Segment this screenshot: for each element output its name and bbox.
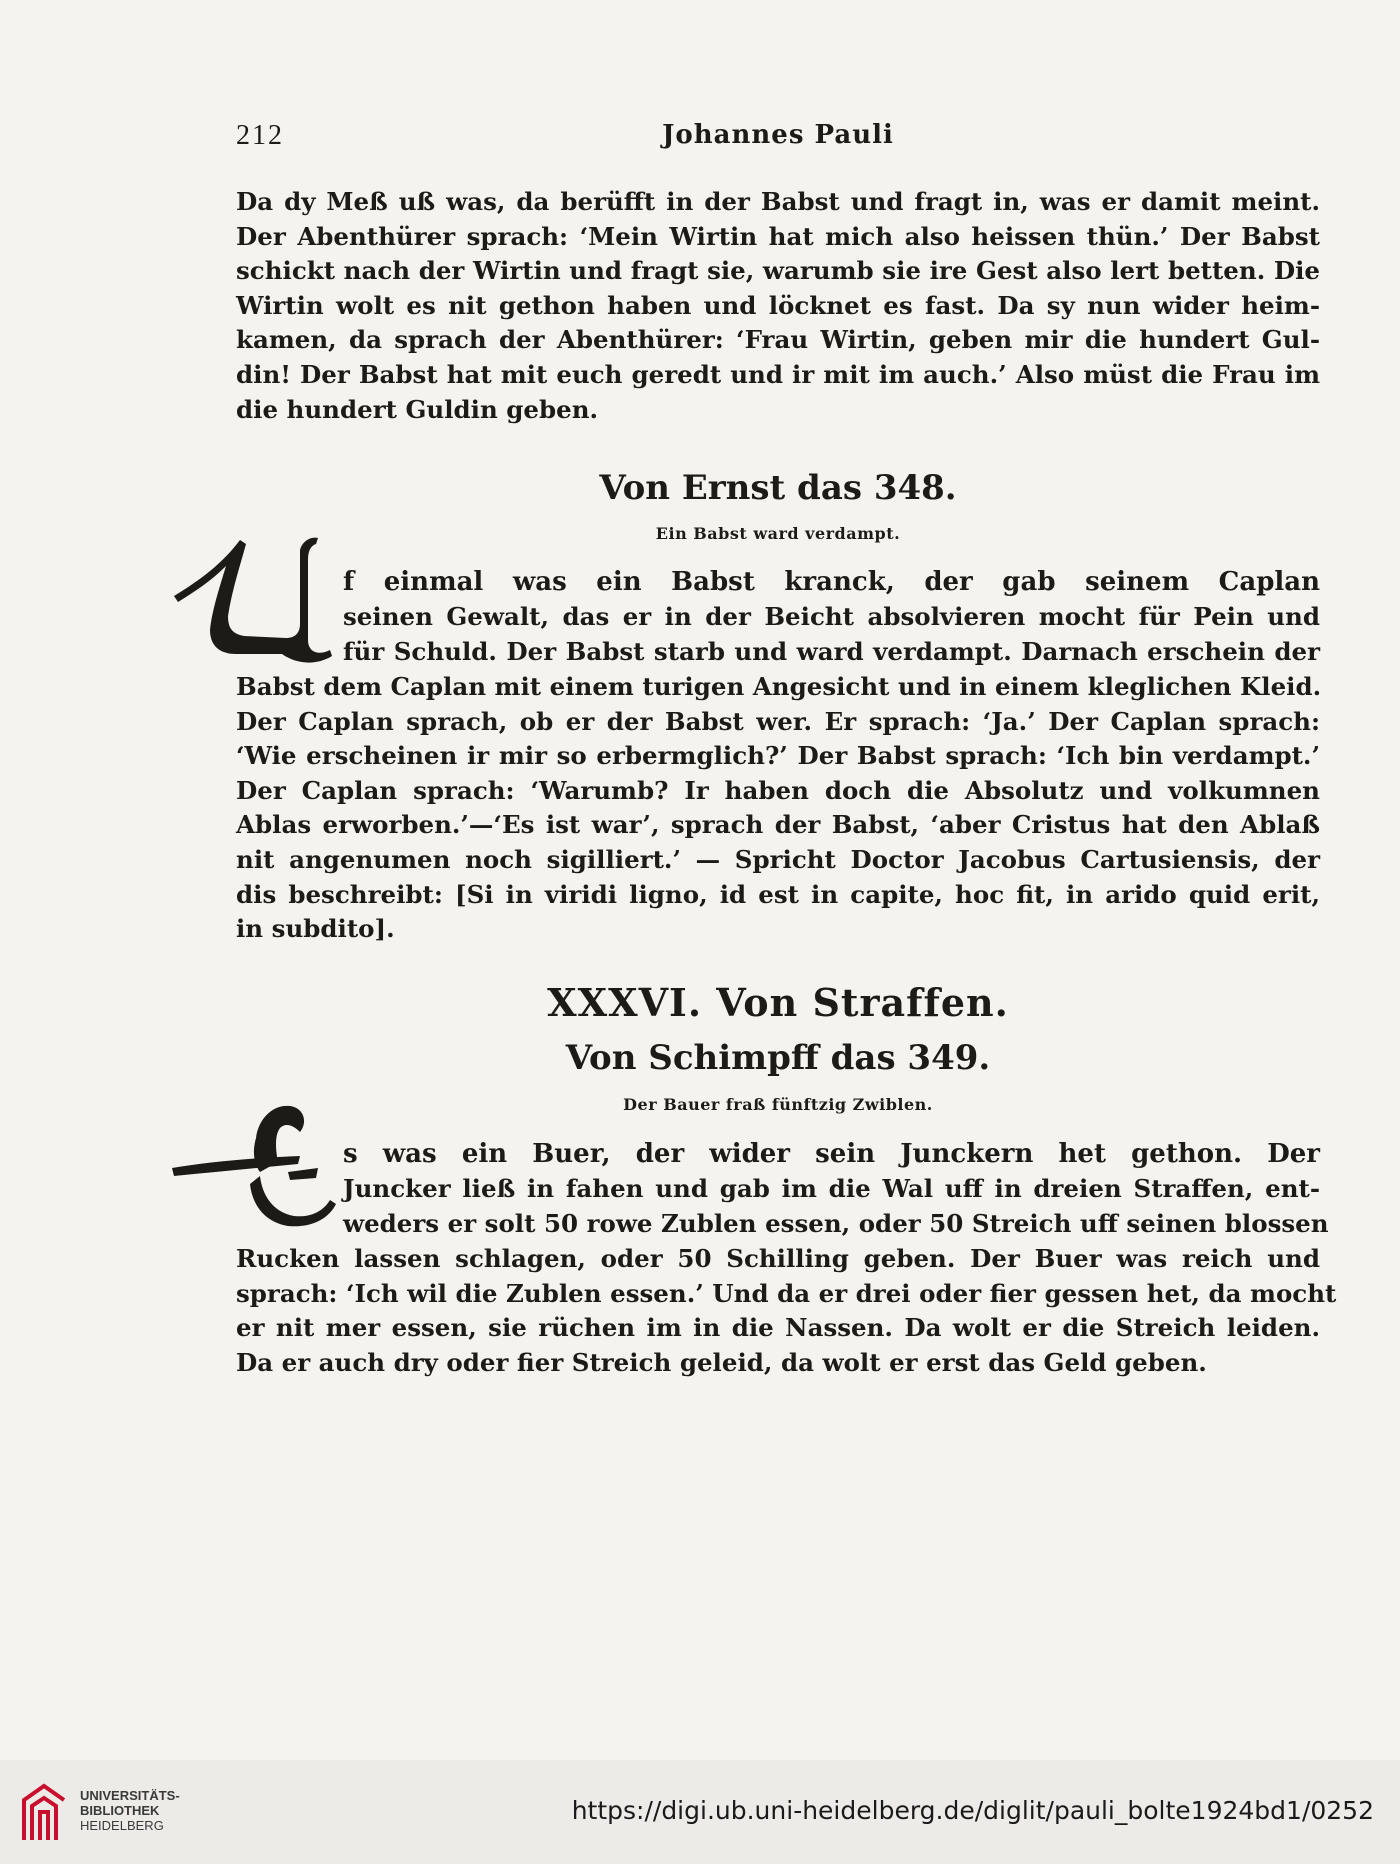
section-349-title: Von Schimpff das 349. <box>565 1038 991 1078</box>
chapter-title: XXXVI. Von Straffen. <box>547 980 1009 1025</box>
section-348-title: Von Ernst das 348. <box>599 468 957 508</box>
text-line: die hundert Guldin geben. <box>236 394 599 424</box>
section-349-body <box>236 1242 1337 1380</box>
university-library-logo-icon <box>18 1780 70 1844</box>
text-line: Wirtin wolt es nit gethon haben und löcknet es fast. Da sy nun wider heim- <box>236 290 1320 320</box>
text-line: Der Caplan sprach, ob er der Babst wer. Er sprach: ‘Ja.’ Der Caplan sprach: <box>236 706 1320 736</box>
page-header <box>236 120 1320 156</box>
section-349-indented-2 <box>343 1172 1329 1241</box>
library-name <box>80 1788 180 1833</box>
page-number: 212 <box>236 120 284 151</box>
library-line-1: UNIVERSITÄTS- <box>80 1788 180 1803</box>
text-line: ‘Wie erscheinen ir mir so erbermglich?’ Der Babst sprach: ‘Ich bin verdampt.’ <box>236 741 1320 771</box>
viewer-footer <box>0 1760 1400 1864</box>
text-line: Juncker ließ in fahen und gab im die Wal uff in dreien Straffen, ent- <box>343 1174 1320 1203</box>
text-line: sprach: ‘Ich wil die Zublen essen.’ Und da er drei oder fier gessen het, da mocht <box>236 1278 1337 1308</box>
text-line: seinen Gewalt, das er in der Beicht absolvieren mocht für Pein und <box>343 602 1320 631</box>
text-line: er nit mer essen, sie rüchen im in die Nassen. Da wolt er die Streich leiden. <box>236 1313 1320 1343</box>
text-line: schickt nach der Wirtin und fragt sie, warumb sie ire Gest also lert betten. Die <box>236 256 1320 286</box>
text-line: weders er solt 50 rowe Zublen essen, oder 50 Streich uff seinen blossen <box>343 1208 1329 1238</box>
text-line: f einmal was ein Babst kranck, der gab seinem Caplan <box>343 567 1320 597</box>
text-line: Babst dem Caplan mit einem turigen Angesicht und in einem kleglichen Kleid. <box>236 672 1322 701</box>
decorated-initial-e <box>168 1098 346 1228</box>
text-line: din! Der Babst hat mit euch geredt und ir mit im auch.’ Also müst die Frau im <box>236 359 1320 389</box>
section-348-indented-2 <box>343 600 1320 669</box>
section-348-subtitle: Ein Babst ward verdampt. <box>655 524 901 543</box>
text-line: dis beschreibt: [Si in viridi ligno, id est in capite, hoc fit, in arido quid erit, <box>236 879 1320 909</box>
logo-shape <box>24 1786 64 1840</box>
section-349-subtitle: Der Bauer fraß fünftzig Zwiblen. <box>623 1095 933 1114</box>
permalink-url[interactable]: https://digi.ub.uni-heidelberg.de/diglit/pauli_bolte1924bd1/0252 <box>571 1796 1374 1825</box>
text-line: Da dy Meß uß was, da berüfft in der Babst und fragt in, was er damit meint. <box>236 187 1320 216</box>
text-line: für Schuld. Der Babst starb und ward verdampt. Darnach erschein der <box>343 636 1320 666</box>
library-line-2: BIBLIOTHEK <box>80 1803 160 1818</box>
decorated-initial-u <box>170 530 338 670</box>
library-line-3: HEIDELBERG <box>80 1818 164 1833</box>
section-348-body <box>236 670 1320 947</box>
text-line: in subdito]. <box>236 914 395 944</box>
text-line: Rucken lassen schlagen, oder 50 Schilling geben. Der Buer was reich und <box>236 1244 1320 1273</box>
section-349-indented <box>343 1137 1320 1172</box>
text-line: nit angenumen noch sigilliert.’ — Spricht Doctor Jacobus Cartusiensis, der <box>236 844 1320 874</box>
opening-paragraph <box>236 185 1320 427</box>
running-head: Johannes Pauli <box>662 120 894 150</box>
text-line: Der Abenthürer sprach: ‘Mein Wirtin hat mich also heissen thün.’ Der Babst <box>236 221 1320 251</box>
section-348-indented <box>343 565 1320 600</box>
text-line: kamen, da sprach der Abenthürer: ‘Frau Wirtin, geben mir die hundert Gul- <box>236 325 1320 355</box>
text-line: Der Caplan sprach: ‘Warumb? Ir haben doch die Absolutz und volkumnen <box>236 775 1320 805</box>
text-line: Da er auch dry oder fier Streich geleid, da wolt er erst das Geld geben. <box>236 1347 1207 1377</box>
text-line: s was ein Buer, der wider sein Junckern het gethon. Der <box>343 1139 1320 1169</box>
text-line: Ablas erworben.’—‘Es ist war’, sprach der Babst, ‘aber Cristus hat den Ablaß <box>236 810 1320 840</box>
